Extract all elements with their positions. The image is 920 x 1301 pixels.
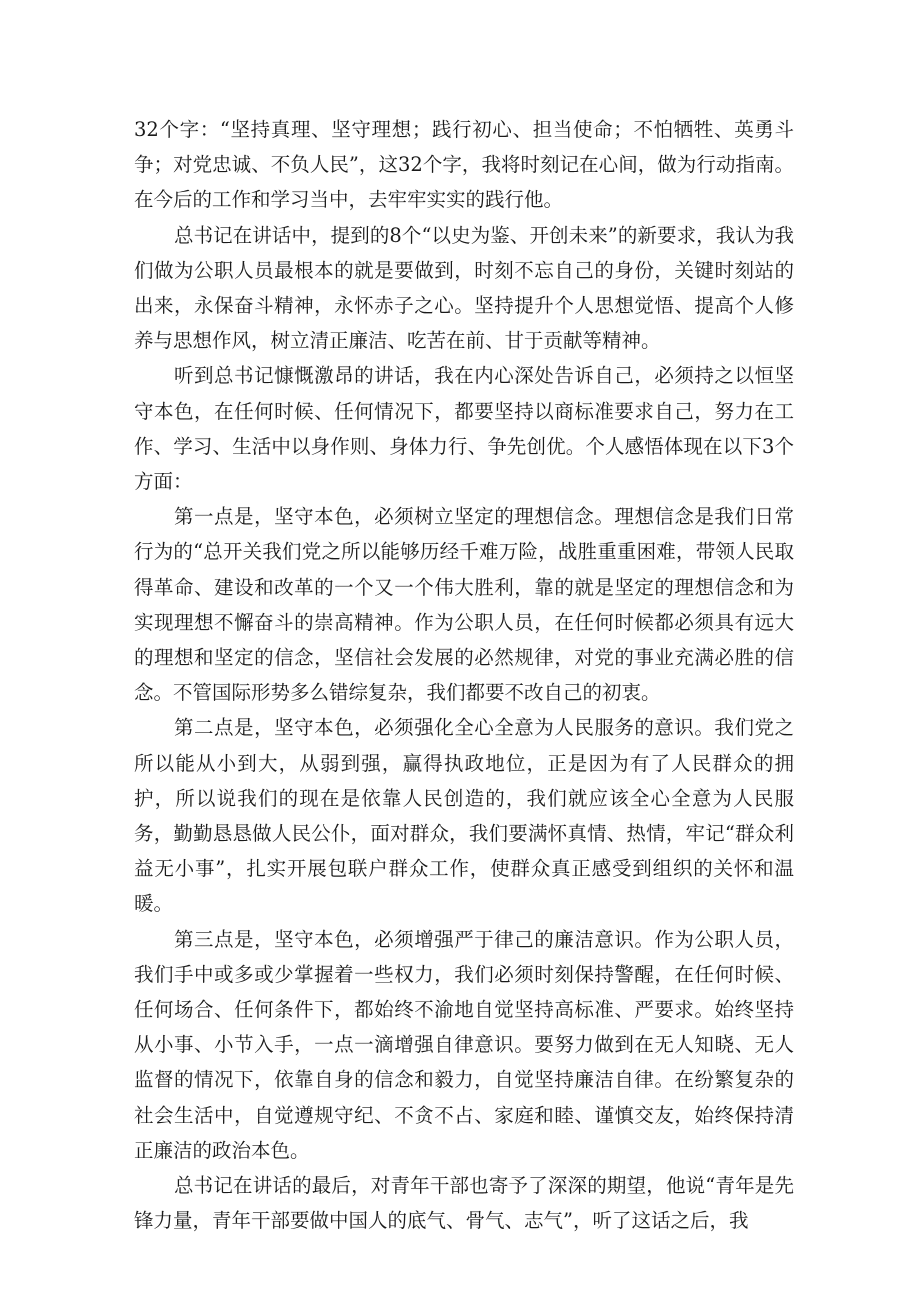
paragraph-5: 第二点是，坚守本色，必须强化全心全意为人民服务的意识。我们党之所以能从小到大，从弱到强，赢得执政地位，正是因为有了人民群众的拥护，所以说我们的现在是依靠人民创造的，我们就应该全心全意为人民服务，勤勤恳恳做人民公仆，面对群众，我们要满怀真情、热情，牢记“群众利益无小事”，扎实开展包联户群众工作，使群众真正感受到组织的关怀和温暖。 bbox=[134, 716, 794, 916]
paragraph-6: 第三点是，坚守本色，必须增强严于律己的廉洁意识。作为公职人员，我们手中或多或少掌握着一些权力，我们必须时刻保持警醒，在任何时候、任何场合、任何条件下，都始终不渝地自觉坚持高标准、严要求。始终坚持从小事、小节入手，一点一滴增强自律意识。要努力做到在无人知晓、无人监督的情况下，依靠自身的信念和毅力，自觉坚持廉洁自律。在纷繁复杂的社会生活中，自觉遵规守纪、不贪不占、家庭和睦、谨慎交友，始终保持清正廉洁的政治本色。 bbox=[134, 927, 794, 1162]
paragraph-2: 总书记在讲话中，提到的8个“以史为鉴、开创未来”的新要求，我认为我们做为公职人员最根本的就是要做到，时刻不忘自己的身份，关键时刻站的出来，永保奋斗精神，永怀赤子之心。坚持提升个人思想觉悟、提高个人修养与思想作风，树立清正廉洁、吃苦在前、甘于贡献等精神。 bbox=[134, 223, 794, 353]
paragraph-3: 听到总书记慷慨激昂的讲话，我在内心深处告诉自己，必须持之以恒坚守本色，在任何时候、任何情况下，都要坚持以商标准要求自己，努力在工作、学习、生活中以身作则、身体力行、争先创优。个人感悟体现在以下3个方面： bbox=[134, 364, 794, 494]
paragraph-7: 总书记在讲话的最后，对青年干部也寄予了深深的期望，他说“青年是先锋力量，青年干部要做中国人的底气、骨气、志气”，听了这话之后，我 bbox=[134, 1174, 794, 1233]
paragraph-4: 第一点是，坚守本色，必须树立坚定的理想信念。理想信念是我们日常行为的“总开关我们党之所以能够历经千难万险，战胜重重困难，带领人民取得革命、建设和改革的一个又一个伟大胜利，靠的就是坚定的理想信念和为实现理想不懈奋斗的崇高精神。作为公职人员，在任何时候都必须具有远大的理想和坚定的信念，坚信社会发展的必然规律，对党的事业充满必胜的信念。不管国际形势多么错综复杂，我们都要不改自己的初衷。 bbox=[134, 505, 794, 705]
paragraph-1: 32个字：“坚持真理、坚守理想；践行初心、担当使命；不怕牺牲、英勇斗争；对党忠诚、不负人民”，这32个字，我将时刻记在心间，做为行动指南。在今后的工作和学习当中，去牢牢实实的践行他。 bbox=[134, 118, 794, 212]
document-body bbox=[134, 112, 794, 1239]
